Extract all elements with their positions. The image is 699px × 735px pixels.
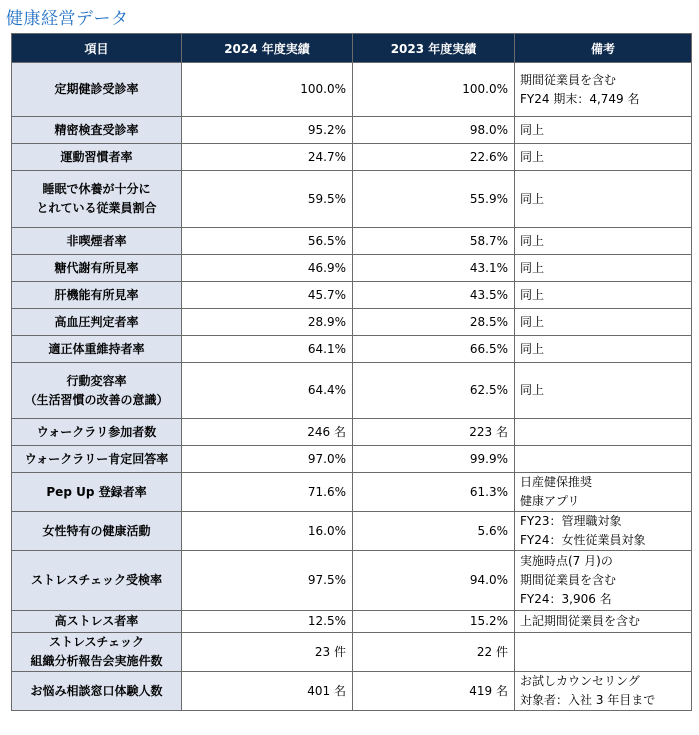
note-line: 日産健保推奨 bbox=[520, 475, 593, 489]
note-line: 同上 bbox=[520, 314, 545, 329]
table-row bbox=[12, 282, 692, 309]
row-note bbox=[515, 419, 692, 446]
header-2024: 2024 年度実績 bbox=[182, 34, 353, 63]
row-item-label bbox=[12, 117, 182, 144]
value-2024: 28.9% bbox=[182, 309, 353, 336]
item-line: 定期健診受診率 bbox=[54, 82, 139, 96]
note-line: 同上 bbox=[520, 287, 545, 302]
value-2024: 16.0% bbox=[182, 512, 353, 551]
value-2023: 22 件 bbox=[353, 633, 515, 672]
row-item-label bbox=[12, 512, 182, 551]
value-2024: 100.0% bbox=[182, 63, 353, 117]
row-note bbox=[515, 336, 692, 363]
note-line: 同上 bbox=[520, 233, 545, 248]
row-item-label bbox=[12, 63, 182, 117]
item-line: ウォークラリ参加者数 bbox=[36, 424, 157, 439]
table-row bbox=[12, 672, 692, 711]
item-line: ストレスチェック受検率 bbox=[30, 573, 163, 587]
value-2023: 15.2% bbox=[353, 611, 515, 633]
value-2024: 23 件 bbox=[182, 633, 353, 672]
row-item-label bbox=[12, 255, 182, 282]
item-line: 睡眠で休養が十分に bbox=[42, 182, 151, 196]
note-line: FY24 期末：4,749 名 bbox=[520, 91, 640, 106]
note-line: 同上 bbox=[520, 260, 545, 275]
table-body bbox=[12, 63, 692, 711]
row-item-label bbox=[12, 446, 182, 473]
value-2024: 12.5% bbox=[182, 611, 353, 633]
row-note bbox=[515, 282, 692, 309]
value-2023: 61.3% bbox=[353, 473, 515, 512]
row-note bbox=[515, 309, 692, 336]
table-row bbox=[12, 633, 692, 672]
row-note bbox=[515, 63, 692, 117]
value-2023: 58.7% bbox=[353, 228, 515, 255]
note-line: 実施時点(7 月)の bbox=[520, 554, 613, 568]
value-2023: 22.6% bbox=[353, 144, 515, 171]
note-line: お試しカウンセリング bbox=[520, 674, 640, 688]
value-2024: 46.9% bbox=[182, 255, 353, 282]
table-row bbox=[12, 611, 692, 633]
table-row bbox=[12, 512, 692, 551]
value-2023: 419 名 bbox=[353, 672, 515, 711]
row-note bbox=[515, 363, 692, 419]
item-line: とれている従業員割合 bbox=[36, 201, 157, 215]
value-2024: 24.7% bbox=[182, 144, 353, 171]
item-line: 女性特有の健康活動 bbox=[42, 523, 151, 538]
value-2023: 43.1% bbox=[353, 255, 515, 282]
row-item-label bbox=[12, 144, 182, 171]
table-row bbox=[12, 144, 692, 171]
value-2023: 66.5% bbox=[353, 336, 515, 363]
value-2023: 43.5% bbox=[353, 282, 515, 309]
note-line: 同上 bbox=[520, 383, 545, 397]
row-note bbox=[515, 473, 692, 512]
value-2023: 98.0% bbox=[353, 117, 515, 144]
value-2023: 5.6% bbox=[353, 512, 515, 551]
note-line: 同上 bbox=[520, 191, 545, 206]
row-item-label bbox=[12, 672, 182, 711]
value-2024: 246 名 bbox=[182, 419, 353, 446]
note-line: FY24：3,906 名 bbox=[520, 592, 612, 606]
row-item-label bbox=[12, 419, 182, 446]
value-2023: 99.9% bbox=[353, 446, 515, 473]
row-note bbox=[515, 171, 692, 228]
header-item: 項目 bbox=[12, 34, 182, 63]
note-line: 対象者：入社 3 年目まで bbox=[520, 693, 656, 707]
row-item-label bbox=[12, 309, 182, 336]
table-row bbox=[12, 336, 692, 363]
item-line: ストレスチェック bbox=[48, 635, 145, 649]
value-2023: 94.0% bbox=[353, 551, 515, 611]
value-2024: 59.5% bbox=[182, 171, 353, 228]
header-2023: 2023 年度実績 bbox=[353, 34, 515, 63]
item-line: 行動変容率 bbox=[66, 373, 127, 388]
row-item-label bbox=[12, 611, 182, 633]
row-item-label bbox=[12, 473, 182, 512]
row-note bbox=[515, 551, 692, 611]
note-line: 健康アプリ bbox=[520, 494, 580, 508]
item-line: Pep Up 登録者率 bbox=[46, 484, 147, 499]
row-note bbox=[515, 672, 692, 711]
row-note bbox=[515, 633, 692, 672]
value-2024: 64.4% bbox=[182, 363, 353, 419]
table-row bbox=[12, 419, 692, 446]
row-note bbox=[515, 512, 692, 551]
row-note bbox=[515, 446, 692, 473]
table-row bbox=[12, 473, 692, 512]
value-2024: 97.0% bbox=[182, 446, 353, 473]
value-2024: 97.5% bbox=[182, 551, 353, 611]
item-line: 適正体重維持者率 bbox=[48, 341, 145, 356]
row-item-label bbox=[12, 633, 182, 672]
note-line: FY23：管理職対象 bbox=[520, 514, 622, 528]
item-line: 糖代謝有所見率 bbox=[54, 260, 139, 275]
row-item-label bbox=[12, 228, 182, 255]
value-2023: 28.5% bbox=[353, 309, 515, 336]
note-line: 同上 bbox=[520, 149, 545, 164]
item-line: ウォークラリー肯定回答率 bbox=[24, 451, 169, 466]
value-2024: 95.2% bbox=[182, 117, 353, 144]
item-line: 肝機能有所見率 bbox=[54, 287, 139, 302]
value-2024: 56.5% bbox=[182, 228, 353, 255]
row-item-label bbox=[12, 282, 182, 309]
row-note bbox=[515, 255, 692, 282]
table-row bbox=[12, 117, 692, 144]
header-note: 備考 bbox=[515, 34, 692, 63]
table-row bbox=[12, 363, 692, 419]
item-line: 運動習慣者率 bbox=[60, 149, 133, 164]
row-item-label bbox=[12, 336, 182, 363]
value-2024: 71.6% bbox=[182, 473, 353, 512]
table-row bbox=[12, 63, 692, 117]
table-row bbox=[12, 255, 692, 282]
item-line: 精密検査受診率 bbox=[54, 122, 139, 137]
table-row bbox=[12, 228, 692, 255]
table-header-row bbox=[12, 34, 692, 63]
note-line: 同上 bbox=[520, 122, 545, 137]
row-note bbox=[515, 228, 692, 255]
item-line: （生活習慣の改善の意識） bbox=[24, 392, 169, 407]
row-item-label bbox=[12, 363, 182, 419]
row-note bbox=[515, 611, 692, 633]
note-line: 期間従業員を含む bbox=[520, 72, 617, 87]
value-2024: 401 名 bbox=[182, 672, 353, 711]
row-item-label bbox=[12, 171, 182, 228]
table-row bbox=[12, 551, 692, 611]
note-line: 期間従業員を含む bbox=[520, 573, 617, 587]
value-2023: 223 名 bbox=[353, 419, 515, 446]
health-data-table bbox=[11, 33, 692, 711]
value-2024: 64.1% bbox=[182, 336, 353, 363]
row-note bbox=[515, 144, 692, 171]
row-note bbox=[515, 117, 692, 144]
note-line: 上記期間従業員を含む bbox=[520, 614, 641, 628]
table-row bbox=[12, 171, 692, 228]
value-2023: 100.0% bbox=[353, 63, 515, 117]
table-row bbox=[12, 309, 692, 336]
item-line: お悩み相談窓口体験人数 bbox=[30, 683, 163, 698]
item-line: 組織分析報告会実施件数 bbox=[30, 654, 163, 668]
value-2023: 55.9% bbox=[353, 171, 515, 228]
table-row bbox=[12, 446, 692, 473]
row-item-label bbox=[12, 551, 182, 611]
item-line: 高血圧判定者率 bbox=[54, 314, 139, 329]
item-line: 高ストレス者率 bbox=[54, 614, 139, 628]
value-2023: 62.5% bbox=[353, 363, 515, 419]
note-line: 同上 bbox=[520, 341, 545, 356]
page-title: 健康経営データ bbox=[6, 9, 129, 29]
item-line: 非喫煙者率 bbox=[66, 233, 127, 248]
note-line: FY24：女性従業員対象 bbox=[520, 533, 646, 547]
value-2024: 45.7% bbox=[182, 282, 353, 309]
